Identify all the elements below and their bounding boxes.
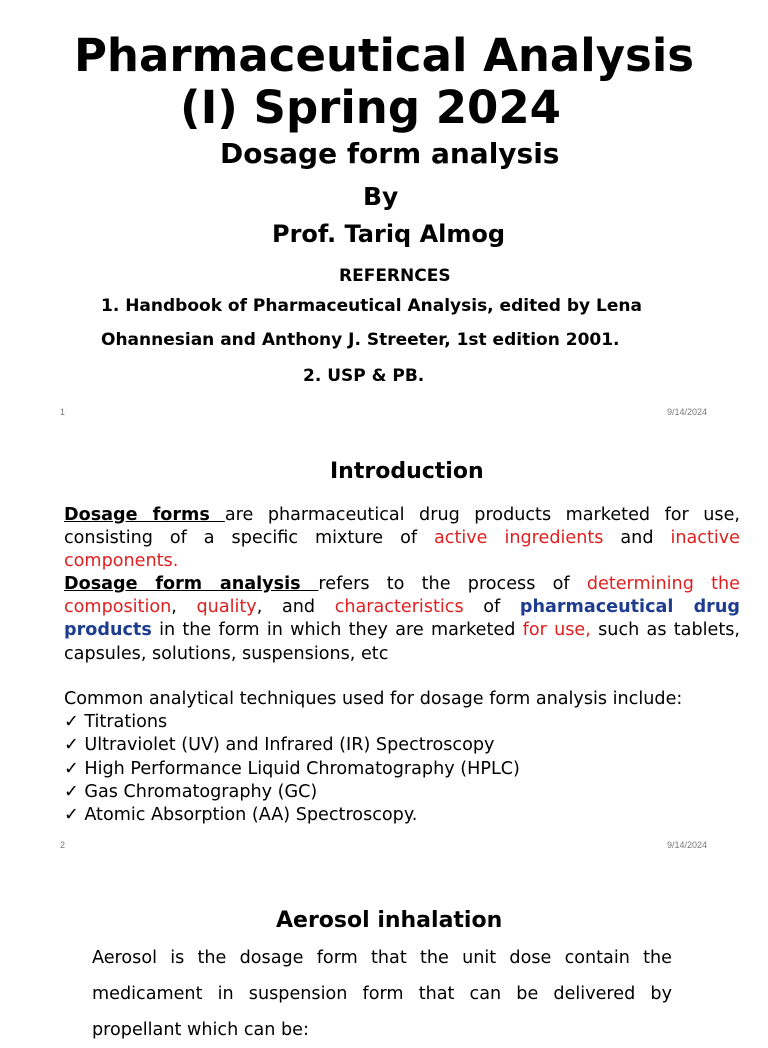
text: refers to the process of: [318, 574, 587, 594]
by-label: By: [363, 182, 399, 211]
text: are pharmaceutical drug products marketed for use, consisting of a specific mixture of: [64, 505, 740, 549]
list-item: ✓ Atomic Absorption (AA) Spectroscopy.: [64, 805, 418, 826]
text: in the form in which they are marketed: [151, 620, 523, 641]
reference-2: 2. USP & PB.: [303, 366, 425, 386]
reference-1-line-1: 1. Handbook of Pharmaceutical Analysis, edited by Lena: [101, 296, 642, 316]
reference-1-line-2: Ohannesian and Anthony J. Streeter, 1st edition 2001.: [101, 330, 620, 350]
highlight-text: characteristics: [334, 597, 464, 618]
text: and: [603, 528, 671, 549]
page-number-1: 1: [60, 407, 66, 417]
date-2: 9/14/2024: [667, 840, 708, 850]
list-item: ✓ Ultraviolet (UV) and Infrared (IR) Spectroscopy: [64, 735, 495, 756]
list-item: ✓ High Performance Liquid Chromatography (HPLC): [64, 758, 520, 779]
title-line-1: Pharmaceutical Analysis: [73, 29, 695, 82]
text: ,: [171, 597, 197, 618]
techniques-list: [64, 688, 744, 827]
introduction-heading: Introduction: [330, 459, 484, 484]
active-ingredients-text: active ingredients: [434, 528, 604, 549]
highlight-text: determining the composition: [64, 574, 740, 618]
highlight-text: quality: [196, 597, 257, 618]
emphasis-text: pharmaceutical drug products: [64, 597, 740, 641]
inactive-components-text: inactive components.: [64, 528, 740, 572]
text: , and: [256, 597, 335, 618]
aerosol-paragraph: Aerosol is the dosage form that the unit dose contain the medicament in suspension form that can be delivered by propellant which can be:: [92, 948, 672, 1040]
title-line-2: (I) Spring 2024: [180, 81, 561, 134]
date-1: 9/14/2024: [667, 407, 708, 417]
list-item: ✓ Titrations: [64, 712, 168, 733]
subtitle: Dosage form analysis: [220, 137, 560, 170]
text: of: [463, 597, 520, 618]
aerosol-heading: Aerosol inhalation: [276, 908, 503, 933]
dosage-forms-paragraph: [64, 504, 740, 574]
text: such as tablets, capsules, solutions, suspensions, etc: [64, 620, 740, 664]
references-heading: REFERNCES: [339, 266, 451, 286]
dosage-form-analysis-paragraph: [64, 573, 740, 666]
dosage-forms-term: Dosage forms: [64, 505, 225, 525]
techniques-intro: Common analytical techniques used for dosage form analysis include:: [64, 689, 683, 709]
dosage-form-analysis-term: Dosage form analysis: [64, 574, 319, 594]
page-number-2: 2: [60, 840, 66, 850]
list-item: ✓ Gas Chromatography (GC): [64, 781, 318, 802]
highlight-text: for use,: [522, 620, 591, 641]
author: Prof. Tariq Almog: [272, 220, 506, 248]
